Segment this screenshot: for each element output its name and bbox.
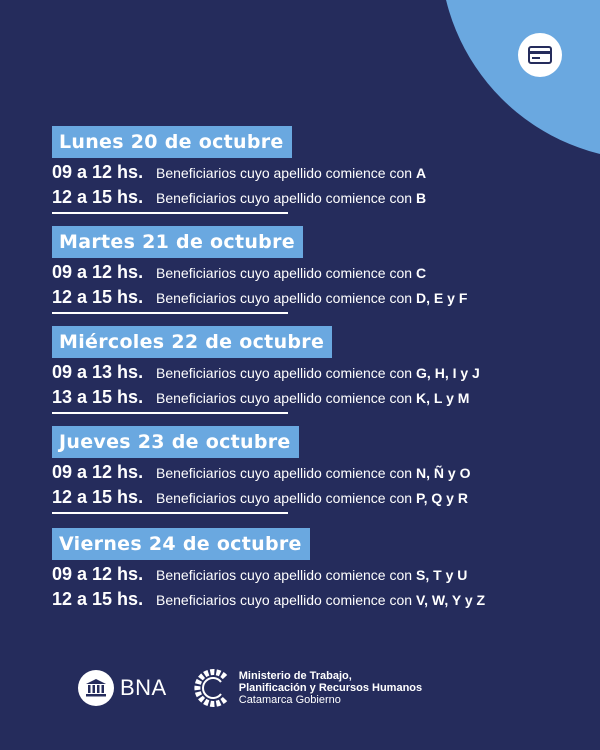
slot-time: 12 a 15 hs. [52, 187, 144, 207]
time-slot [52, 387, 480, 408]
slot-letters: P, Q y R [416, 490, 468, 506]
slot-description: Beneficiarios cuyo apellido comience con [156, 365, 413, 381]
ministry-line: Planificación y Recursos Humanos [238, 682, 423, 694]
ministry-logo [193, 668, 422, 708]
slot-letters: D, E y F [416, 290, 468, 306]
slot-time: 09 a 12 hs. [52, 462, 144, 482]
credit-card-icon [528, 46, 552, 64]
ministry-text [239, 670, 422, 706]
day-block-5 [52, 528, 485, 610]
time-slot [52, 162, 426, 183]
corner-decoration [440, 0, 600, 160]
day-header: Lunes 20 de octubre [52, 126, 292, 158]
slot-letters: C [416, 265, 427, 281]
slot-letters: S, T y U [416, 567, 468, 583]
day-block-1 [52, 126, 426, 214]
time-slot [52, 362, 480, 383]
day-divider [52, 212, 288, 214]
time-slot [52, 564, 485, 585]
footer [78, 668, 422, 708]
slot-letters: G, H, I y J [416, 365, 480, 381]
slot-letters: N, Ñ y O [416, 465, 471, 481]
day-block-4 [52, 426, 471, 514]
day-divider [52, 512, 288, 514]
day-divider [52, 312, 288, 314]
ministry-line: Ministerio de Trabajo, [238, 670, 352, 682]
slot-time: 09 a 12 hs. [52, 162, 144, 182]
slot-time: 09 a 13 hs. [52, 362, 144, 382]
slot-letters: B [416, 190, 427, 206]
ministry-line: Catamarca Gobierno [238, 694, 341, 706]
slot-letters: K, L y M [416, 390, 470, 406]
bna-label: BNA [120, 675, 167, 700]
day-divider [52, 412, 288, 414]
bna-logo [78, 670, 167, 706]
slot-time: 09 a 12 hs. [52, 564, 144, 584]
slot-time: 13 a 15 hs. [52, 387, 144, 407]
day-header: Martes 21 de octubre [52, 226, 303, 258]
slot-time: 12 a 15 hs. [52, 487, 144, 507]
day-header: Jueves 23 de octubre [52, 426, 299, 458]
day-block-2 [52, 226, 467, 314]
slot-time: 12 a 15 hs. [52, 589, 144, 609]
slot-description: Beneficiarios cuyo apellido comience con [156, 190, 413, 206]
time-slot [52, 462, 471, 483]
slot-description: Beneficiarios cuyo apellido comience con [156, 165, 413, 181]
slot-description: Beneficiarios cuyo apellido comience con [156, 490, 413, 506]
day-header: Viernes 24 de octubre [52, 528, 310, 560]
time-slot [52, 287, 467, 308]
slot-description: Beneficiarios cuyo apellido comience con [156, 265, 413, 281]
time-slot [52, 487, 471, 508]
time-slot [52, 589, 485, 610]
slot-time: 12 a 15 hs. [52, 287, 144, 307]
slot-time: 09 a 12 hs. [52, 262, 144, 282]
slot-letters: A [416, 165, 427, 181]
time-slot [52, 262, 467, 283]
slot-letters: V, W, Y y Z [416, 592, 486, 608]
slot-description: Beneficiarios cuyo apellido comience con [156, 567, 413, 583]
slot-description: Beneficiarios cuyo apellido comience con [156, 390, 413, 406]
day-block-3 [52, 326, 480, 414]
card-badge [518, 33, 562, 77]
slot-description: Beneficiarios cuyo apellido comience con [156, 465, 413, 481]
bank-building-icon [78, 670, 114, 706]
day-header: Miércoles 22 de octubre [52, 326, 332, 358]
time-slot [52, 187, 426, 208]
slot-description: Beneficiarios cuyo apellido comience con [156, 290, 413, 306]
slot-description: Beneficiarios cuyo apellido comience con [156, 592, 413, 608]
ministry-logo-icon [193, 668, 233, 708]
